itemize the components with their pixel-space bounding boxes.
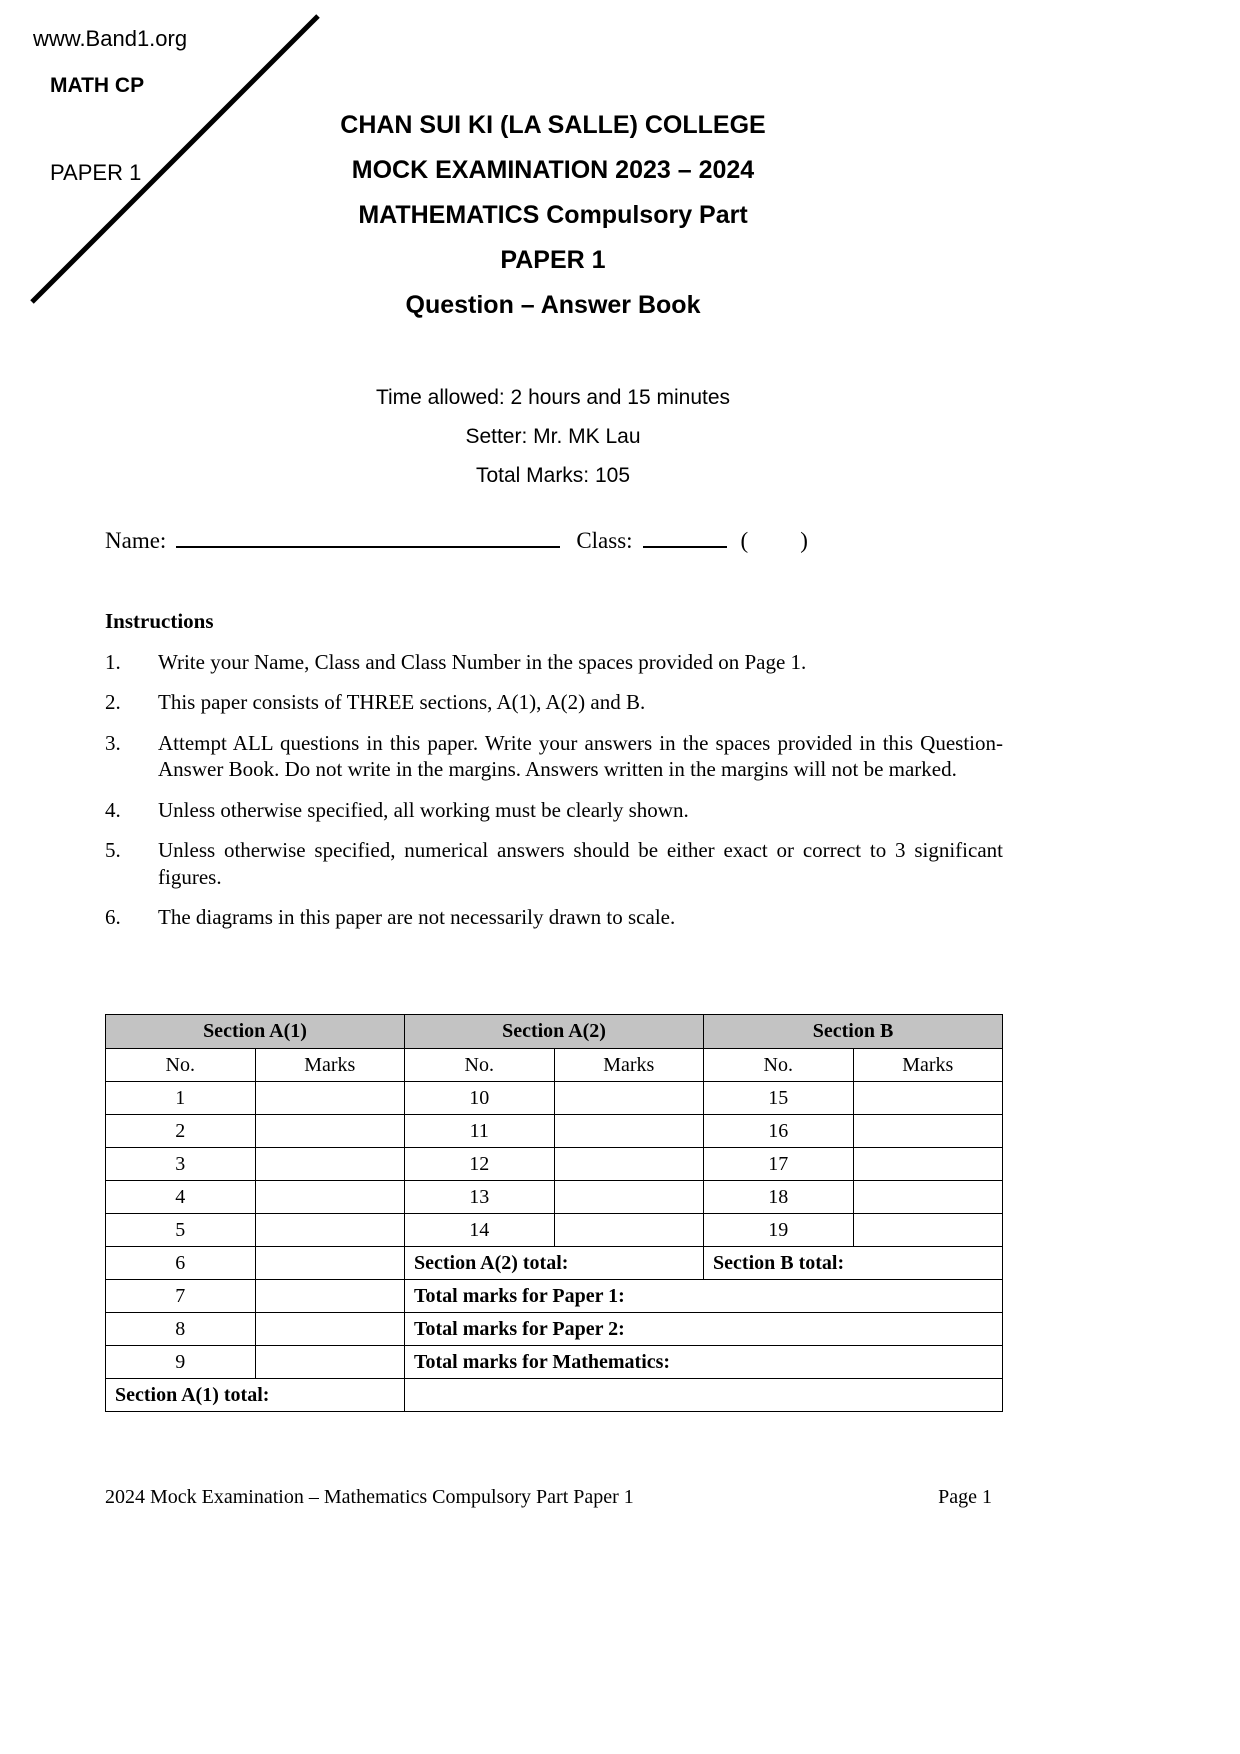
section-a1-total-cell: Section A(1) total: bbox=[106, 1379, 405, 1412]
instruction-number: 2. bbox=[105, 690, 121, 714]
book-title: Question – Answer Book bbox=[405, 291, 701, 319]
name-field-line bbox=[176, 544, 560, 548]
marks-entry-cell bbox=[554, 1148, 704, 1181]
instruction-text: This paper consists of THREE sections, A(1), A(2) and B. bbox=[158, 690, 646, 714]
instruction-item bbox=[105, 904, 1003, 931]
marks-entry-cell bbox=[255, 1346, 405, 1379]
instruction-item bbox=[105, 837, 1003, 890]
marks-entry-cell bbox=[255, 1181, 405, 1214]
marks-entry-cell bbox=[255, 1280, 405, 1313]
table-row bbox=[106, 1346, 1003, 1379]
question-number-cell: 11 bbox=[405, 1115, 555, 1148]
instructions-title: Instructions bbox=[105, 609, 214, 633]
marks-entry-cell bbox=[255, 1313, 405, 1346]
instruction-text: Unless otherwise specified, all working must be clearly shown. bbox=[158, 797, 689, 822]
table-section-header-row bbox=[106, 1015, 1003, 1049]
section-a2-total-cell: Section A(2) total: bbox=[405, 1247, 704, 1280]
footer-left-text: 2024 Mock Examination – Mathematics Compulsory Part Paper 1 bbox=[105, 1486, 634, 1508]
table-row bbox=[106, 1214, 1003, 1247]
question-number-cell: 2 bbox=[106, 1115, 256, 1148]
marks-entry-cell bbox=[853, 1214, 1003, 1247]
class-label: Class: bbox=[576, 528, 633, 553]
paper2-total-cell: Total marks for Paper 2: bbox=[405, 1313, 1003, 1346]
marks-entry-cell bbox=[853, 1115, 1003, 1148]
corner-paper-label: PAPER 1 bbox=[50, 160, 142, 185]
marks-entry-cell bbox=[255, 1082, 405, 1115]
table-row bbox=[106, 1148, 1003, 1181]
watermark-text: www.Band1.org bbox=[33, 26, 188, 51]
question-number-cell: 8 bbox=[106, 1313, 256, 1346]
exam-header bbox=[105, 103, 1001, 495]
table-column-header-row bbox=[106, 1049, 1003, 1082]
question-number-cell: 15 bbox=[704, 1082, 854, 1115]
question-number-cell: 19 bbox=[704, 1214, 854, 1247]
question-number-cell: 17 bbox=[704, 1148, 854, 1181]
marks-entry-cell bbox=[554, 1181, 704, 1214]
question-number-cell: 16 bbox=[704, 1115, 854, 1148]
question-number-cell: 12 bbox=[405, 1148, 555, 1181]
math-total-cell: Total marks for Mathematics: bbox=[405, 1346, 1003, 1379]
page-number: Page 1 bbox=[938, 1486, 992, 1508]
marks-entry-cell bbox=[255, 1247, 405, 1280]
instruction-item bbox=[105, 649, 1003, 676]
paper-title: PAPER 1 bbox=[500, 246, 606, 274]
marks-entry-cell bbox=[853, 1181, 1003, 1214]
instruction-text: Write your Name, Class and Class Number in the spaces provided on Page 1. bbox=[158, 649, 807, 674]
table-row bbox=[106, 1247, 1003, 1280]
question-number-cell: 13 bbox=[405, 1181, 555, 1214]
question-number-cell: 1 bbox=[106, 1082, 256, 1115]
no-column-header: No. bbox=[405, 1049, 555, 1082]
setter: Setter: Mr. MK Lau bbox=[465, 425, 641, 448]
marks-entry-cell bbox=[255, 1115, 405, 1148]
instruction-text: Unless otherwise specified, numerical answers should be either exact or correct to 3 significant figures. bbox=[158, 838, 1003, 889]
instruction-item bbox=[105, 730, 1003, 783]
section-a1-header: Section A(1) bbox=[106, 1015, 405, 1049]
marks-entry-cell bbox=[405, 1379, 1003, 1412]
marks-entry-cell bbox=[554, 1082, 704, 1115]
marks-entry-cell bbox=[255, 1214, 405, 1247]
instruction-number: 4. bbox=[105, 797, 121, 822]
question-number-cell: 18 bbox=[704, 1181, 854, 1214]
table-row bbox=[106, 1313, 1003, 1346]
question-number-cell: 3 bbox=[106, 1148, 256, 1181]
question-number-cell: 4 bbox=[106, 1181, 256, 1214]
total-marks: Total Marks: 105 bbox=[475, 464, 631, 487]
time-allowed: Time allowed: 2 hours and 15 minutes bbox=[375, 386, 731, 409]
paren-open: ( bbox=[740, 528, 749, 553]
instruction-item bbox=[105, 797, 1003, 824]
table-row bbox=[106, 1082, 1003, 1115]
question-number-cell: 5 bbox=[106, 1214, 256, 1247]
page-footer bbox=[105, 1486, 992, 1509]
exam-title: MOCK EXAMINATION 2023 – 2024 bbox=[351, 156, 755, 184]
marks-entry-cell bbox=[554, 1115, 704, 1148]
no-column-header: No. bbox=[704, 1049, 854, 1082]
section-b-total-cell: Section B total: bbox=[704, 1247, 1003, 1280]
table-row bbox=[106, 1379, 1003, 1412]
section-b-header: Section B bbox=[704, 1015, 1003, 1049]
marks-entry-cell bbox=[853, 1082, 1003, 1115]
marks-entry-cell bbox=[255, 1148, 405, 1181]
instructions-section bbox=[105, 608, 1003, 945]
paper1-total-cell: Total marks for Paper 1: bbox=[405, 1280, 1003, 1313]
school-name: CHAN SUI KI (LA SALLE) COLLEGE bbox=[340, 111, 766, 139]
instruction-number: 3. bbox=[105, 730, 121, 755]
marks-column-header: Marks bbox=[554, 1049, 704, 1082]
table-row bbox=[106, 1181, 1003, 1214]
name-class-row bbox=[105, 528, 1001, 554]
section-a2-header: Section A(2) bbox=[405, 1015, 704, 1049]
table-row bbox=[106, 1280, 1003, 1313]
instruction-number: 6. bbox=[105, 905, 121, 929]
paren-close: ) bbox=[800, 528, 808, 553]
name-label: Name: bbox=[105, 528, 167, 553]
instruction-text: The diagrams in this paper are not necessarily drawn to scale. bbox=[158, 905, 676, 929]
marks-table bbox=[105, 1014, 1003, 1412]
marks-column-header: Marks bbox=[255, 1049, 405, 1082]
question-number-cell: 7 bbox=[106, 1280, 256, 1313]
no-column-header: No. bbox=[106, 1049, 256, 1082]
table-row bbox=[106, 1115, 1003, 1148]
corner-subject-label: MATH CP bbox=[50, 74, 145, 97]
class-field-line bbox=[643, 544, 727, 548]
question-number-cell: 10 bbox=[405, 1082, 555, 1115]
subject-title: MATHEMATICS Compulsory Part bbox=[358, 201, 748, 229]
question-number-cell: 9 bbox=[106, 1346, 256, 1379]
marks-entry-cell bbox=[853, 1148, 1003, 1181]
question-number-cell: 6 bbox=[106, 1247, 256, 1280]
marks-column-header: Marks bbox=[853, 1049, 1003, 1082]
marks-entry-cell bbox=[554, 1214, 704, 1247]
instruction-text: Attempt ALL questions in this paper. Write your answers in the spaces provided in this Question-Answer Book. Do not write in the margins. Answers written in the margins will not be marked. bbox=[158, 730, 1003, 781]
instruction-item bbox=[105, 689, 1003, 716]
instruction-number: 1. bbox=[105, 649, 121, 674]
question-number-cell: 14 bbox=[405, 1214, 555, 1247]
instruction-number: 5. bbox=[105, 838, 121, 862]
exam-meta bbox=[105, 378, 1001, 495]
